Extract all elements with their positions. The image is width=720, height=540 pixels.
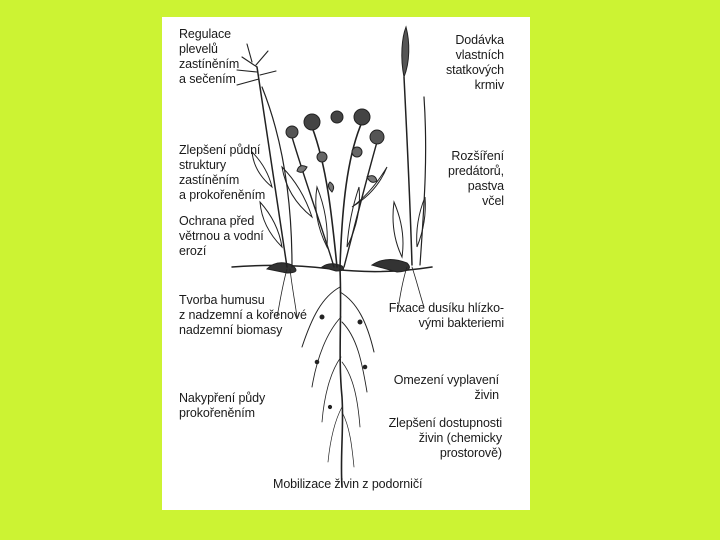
root-nodule	[315, 360, 319, 364]
label-soil-structure: Zlepšení půdní struktury zastíněním a prokořeněním	[179, 143, 266, 202]
grass-spike	[402, 27, 409, 77]
label-nitrogen: Fixace dusíku hlízko- vými bakteriemi	[388, 301, 504, 330]
clover-head	[370, 130, 384, 144]
label-weeds: Regulace plevelů zastíněním a sečením	[179, 27, 240, 86]
plant-stem	[344, 142, 377, 267]
label-erosion: Ochrana před větrnou a vodní erozí	[179, 214, 264, 258]
root-nodule	[363, 365, 367, 369]
lateral-root	[328, 407, 342, 462]
label-predators: Rozšíření predátorů, pastva včel	[448, 149, 504, 208]
grass-spike-stem	[404, 77, 412, 265]
plant-stem	[340, 122, 362, 267]
root-nodule	[358, 320, 362, 324]
grass-culm	[262, 87, 292, 267]
soil-clump	[372, 259, 409, 272]
root-nodule	[328, 405, 331, 408]
clover-head	[286, 126, 298, 138]
root-nodule	[320, 315, 324, 319]
plant-stem	[292, 137, 334, 267]
clover-head	[317, 152, 327, 162]
lateral-root	[312, 317, 341, 387]
label-availability: Zlepšení dostupnosti živin (chemicky prostorově)	[388, 416, 502, 460]
clover-head	[304, 114, 320, 130]
leaflet	[367, 176, 377, 183]
leaflet	[297, 166, 307, 173]
leaf	[347, 187, 360, 247]
lateral-root	[340, 292, 374, 352]
label-humus: Tvorba humusu z nadzemní a kořenové nadzemní biomasy	[179, 293, 307, 337]
clover-head	[331, 111, 343, 123]
label-mobilization: Mobilizace živin z podorničí	[273, 477, 423, 491]
grass-culm	[420, 97, 426, 265]
leaf	[352, 167, 387, 207]
panicle	[237, 44, 276, 85]
clover-head	[354, 109, 370, 125]
lateral-root	[342, 322, 367, 392]
leaf	[282, 167, 312, 217]
diagram-panel	[162, 17, 530, 510]
label-loosening: Nakypření půdy prokořeněním	[179, 391, 266, 420]
clover-head	[352, 147, 362, 157]
label-leaching: Omezení vyplavení živin	[393, 373, 499, 402]
label-fodder: Dodávka vlastních statkových krmiv	[445, 33, 504, 92]
lateral-root	[342, 412, 354, 467]
lateral-root	[322, 357, 341, 422]
taproot	[340, 269, 343, 487]
leaflet	[328, 182, 333, 192]
leaf	[393, 202, 403, 257]
